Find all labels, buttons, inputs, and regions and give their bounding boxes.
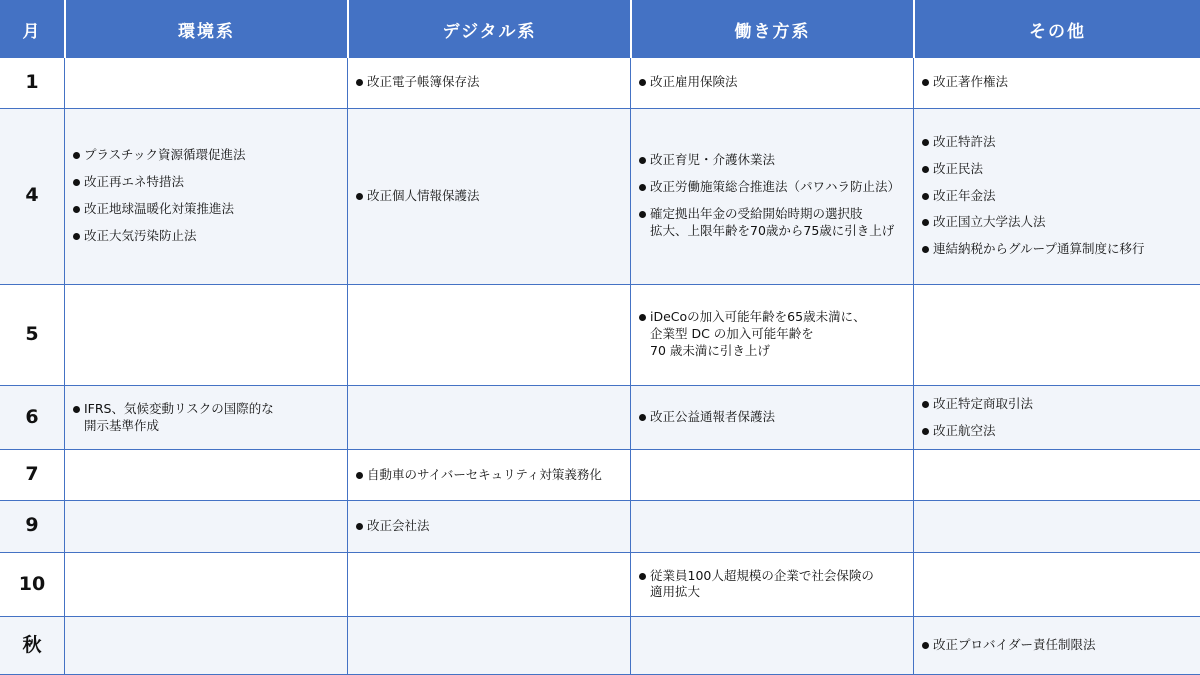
cell-digital	[347, 553, 630, 618]
law-item: 改正国立大学法人法	[922, 214, 1194, 231]
header-other: その他	[913, 0, 1200, 58]
law-list	[356, 188, 624, 205]
cell-digital	[347, 285, 630, 386]
law-list	[356, 467, 624, 484]
cell-other	[913, 450, 1200, 501]
month-cell: 秋	[0, 617, 64, 675]
law-item: 改正公益通報者保護法	[639, 409, 907, 426]
month-cell: 1	[0, 58, 64, 109]
cell-environment	[64, 109, 347, 285]
law-item: 確定拠出年金の受給開始時期の選択肢 拡大、上限年齢を70歳から75歳に引き上げ	[639, 206, 907, 240]
cell-environment	[64, 386, 347, 451]
law-item: 改正特定商取引法	[922, 396, 1194, 413]
cell-other	[913, 58, 1200, 109]
cell-other	[913, 109, 1200, 285]
cell-environment	[64, 58, 347, 109]
cell-work-style	[630, 109, 913, 285]
law-list	[639, 74, 907, 91]
law-item: iDeCoの加入可能年齢を65歳未満に、 企業型 DC の加入可能年齢を 70 歳未満に引き上げ	[639, 309, 907, 360]
table-row	[0, 58, 1200, 109]
cell-digital	[347, 386, 630, 451]
month-cell: 9	[0, 501, 64, 553]
cell-environment	[64, 285, 347, 386]
cell-work-style	[630, 501, 913, 553]
month-cell: 10	[0, 553, 64, 618]
header-environment: 環境系	[64, 0, 347, 58]
cell-environment	[64, 553, 347, 618]
table-row	[0, 553, 1200, 618]
cell-other	[913, 553, 1200, 618]
header-month: 月	[0, 0, 64, 58]
law-list	[73, 401, 341, 435]
law-item: 改正雇用保険法	[639, 74, 907, 91]
law-list	[922, 74, 1194, 91]
cell-digital	[347, 617, 630, 675]
table-row	[0, 450, 1200, 501]
cell-work-style	[630, 450, 913, 501]
cell-work-style	[630, 58, 913, 109]
cell-other	[913, 501, 1200, 553]
law-item: 改正育児・介護休業法	[639, 152, 907, 169]
cell-digital	[347, 501, 630, 553]
law-item: IFRS、気候変動リスクの国際的な 開示基準作成	[73, 401, 341, 435]
cell-digital	[347, 109, 630, 285]
law-item: 改正会社法	[356, 518, 624, 535]
table-row	[0, 285, 1200, 386]
law-item: 自動車のサイバーセキュリティ対策義務化	[356, 467, 624, 484]
cell-environment	[64, 501, 347, 553]
law-list	[639, 309, 907, 360]
cell-environment	[64, 450, 347, 501]
law-list	[639, 152, 907, 240]
header-work-style: 働き方系	[630, 0, 913, 58]
law-list	[639, 409, 907, 426]
law-item: 改正再エネ特措法	[73, 174, 341, 191]
law-item: 改正地球温暖化対策推進法	[73, 201, 341, 218]
table-row	[0, 501, 1200, 553]
law-item: 改正民法	[922, 161, 1194, 178]
header-digital: デジタル系	[347, 0, 630, 58]
law-list	[922, 134, 1194, 258]
law-item: 改正大気汚染防止法	[73, 228, 341, 245]
cell-other	[913, 386, 1200, 451]
cell-digital	[347, 450, 630, 501]
cell-work-style	[630, 386, 913, 451]
table-row	[0, 109, 1200, 285]
table-row	[0, 617, 1200, 675]
law-item: 改正航空法	[922, 423, 1194, 440]
month-cell: 5	[0, 285, 64, 386]
cell-digital	[347, 58, 630, 109]
cell-other	[913, 285, 1200, 386]
law-item: 改正著作権法	[922, 74, 1194, 91]
month-cell: 4	[0, 109, 64, 285]
law-item: 改正電子帳簿保存法	[356, 74, 624, 91]
cell-work-style	[630, 285, 913, 386]
law-item: 改正労働施策総合推進法（パワハラ防止法）	[639, 179, 907, 196]
table-body	[0, 58, 1200, 675]
law-list	[922, 637, 1194, 654]
law-list	[922, 396, 1194, 440]
table-row	[0, 386, 1200, 451]
cell-environment	[64, 617, 347, 675]
law-list	[356, 74, 624, 91]
law-item: 改正個人情報保護法	[356, 188, 624, 205]
month-cell: 6	[0, 386, 64, 451]
law-item: 改正年金法	[922, 188, 1194, 205]
header-row	[0, 0, 1200, 58]
cell-work-style	[630, 617, 913, 675]
cell-work-style	[630, 553, 913, 618]
law-item: プラスチック資源循環促進法	[73, 147, 341, 164]
law-item: 改正プロバイダー責任制限法	[922, 637, 1194, 654]
law-item: 従業員100人超規模の企業で社会保険の 適用拡大	[639, 568, 907, 602]
law-list	[639, 568, 907, 602]
law-list	[356, 518, 624, 535]
law-item: 連結納税からグループ通算制度に移行	[922, 241, 1194, 258]
month-cell: 7	[0, 450, 64, 501]
law-item: 改正特許法	[922, 134, 1194, 151]
law-list	[73, 147, 341, 245]
cell-other	[913, 617, 1200, 675]
